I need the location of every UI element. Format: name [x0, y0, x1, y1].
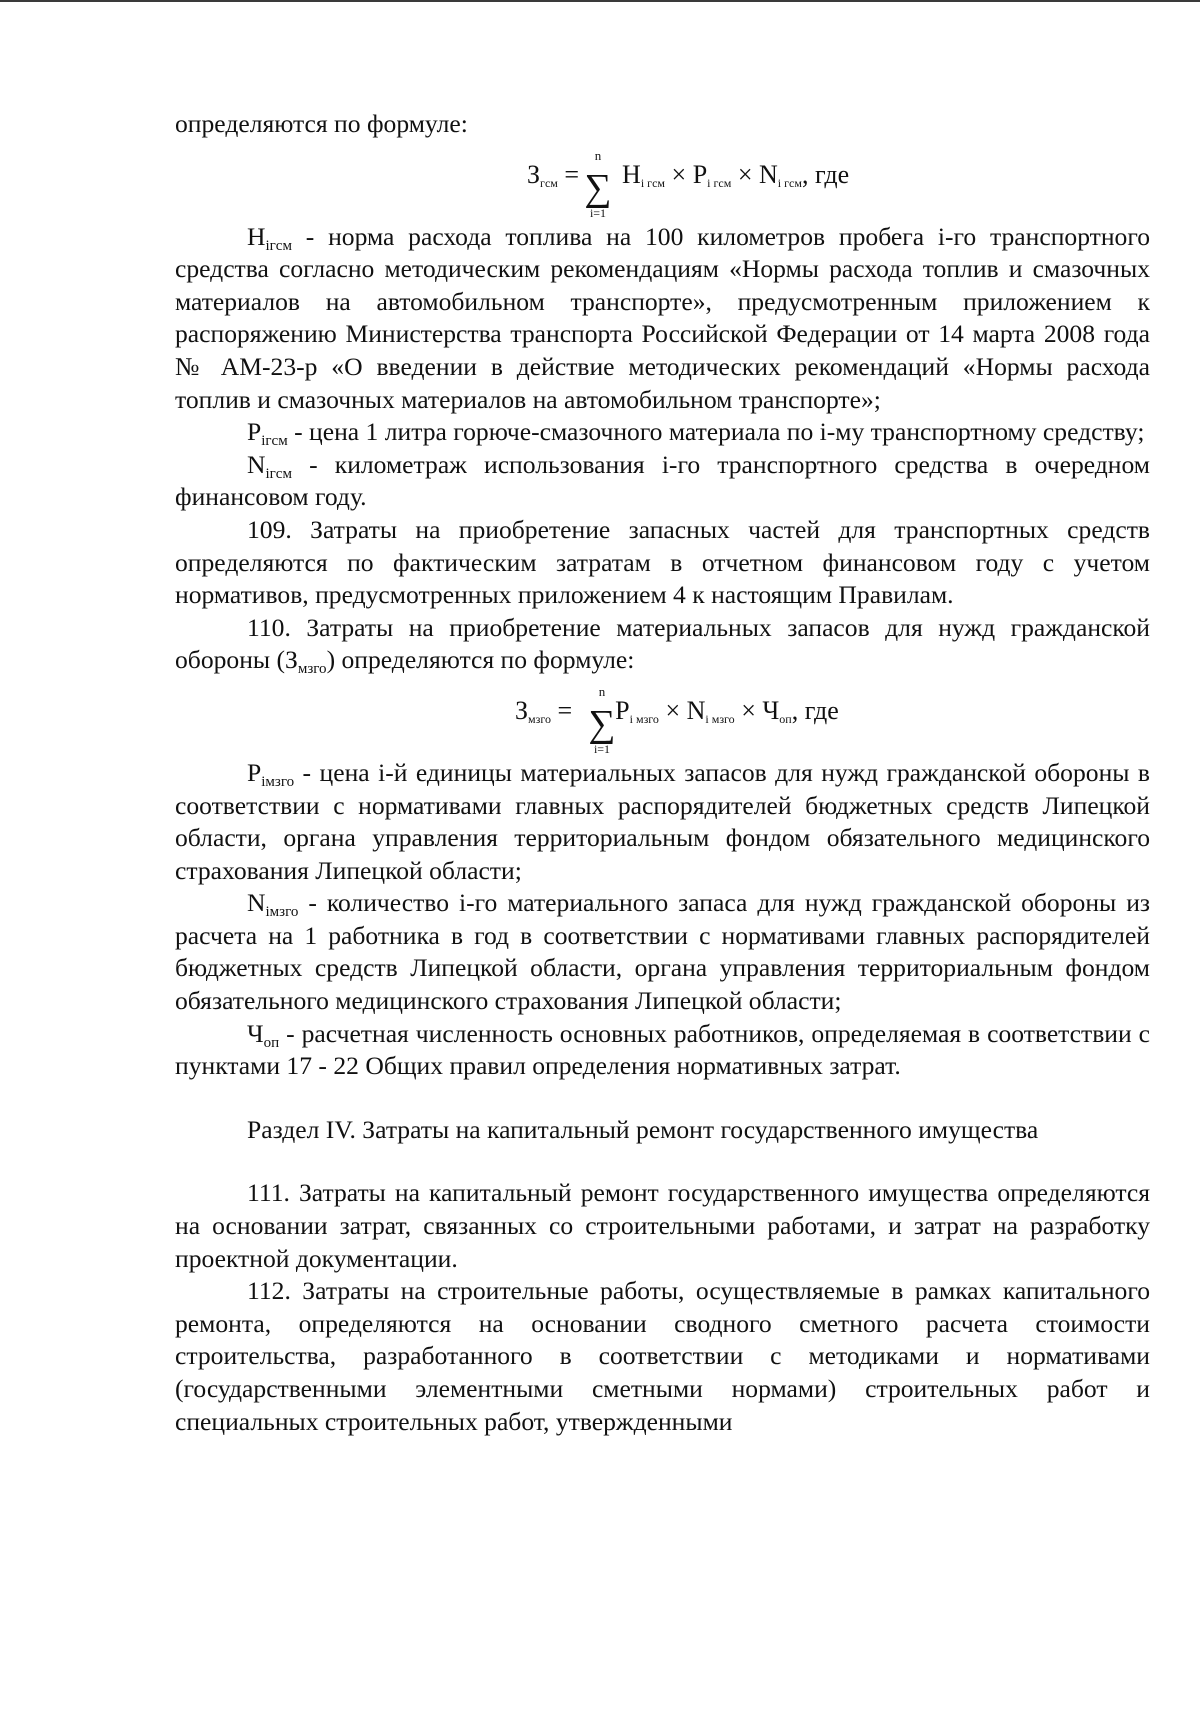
formula-2-expression: [515, 695, 839, 728]
formula-1-tail: , где: [801, 159, 850, 189]
formula-1-times-2: ×: [737, 159, 753, 189]
formula-1-sum-sign: n ∑ i=1: [584, 147, 612, 220]
paragraph-109: 109. Затраты на приобретение запасных частей для транспортных средств определяются по фактическим затратам в отчетном финансовом году с учетом нормативов, предусмотренных приложением 4 к настоящим Правилам.: [175, 514, 1150, 610]
paragraph-112: 112. Затраты на строительные работы, осуществляемые в рамках капитального ремонта, определяются на основании сводного сметного расчета стоимости строительства, разработанного в соответствии с методиками и нормативами (государственными элементными сметными нормами) строительных работ и специальных строительных работ, утвержденными: [175, 1276, 1150, 1436]
formula-1-term-3: N: [759, 159, 778, 189]
definition-p-mzgo: $P_{iмзго}$ - цена i-й единицы материальных запасов для нужд гражданской обороны в соответствии с нормативами главных распорядителей бюджетных средств Липецкой области, органа управления территориальным фондом обязательного медицинского страхования Липецкой области;: [175, 757, 1150, 885]
formula-1-sum-top: n: [594, 147, 602, 163]
formula-1-term-2-sub: i гсм: [707, 175, 732, 190]
definition-ch-op: $Ч_{оп}$ - расчетная численность основных работников, определяемая в соответствии с пунктами 17 - 22 Общих правил определения нормативных затрат.: [175, 1018, 1150, 1081]
formula-1-term-1-sub: i гсм: [640, 175, 666, 190]
scan-top-border: [0, 0, 1200, 2]
formula-1-lhs: З: [527, 159, 541, 189]
formula-1-term-2: P: [692, 159, 708, 189]
paragraph-111: 111. Затраты на капитальный ремонт государственного имущества определяются на основании затрат, связанных со строительными работами, и затрат на разработку проектной документации.: [175, 1178, 1150, 1273]
formula-2-eq: =: [557, 695, 573, 725]
definition-n: $N_{iгсм}$ - километраж использования i-го транспортного средства в очередном финансовом году.: [175, 449, 1150, 512]
formula-2-lhs-sub: мзго: [528, 711, 551, 726]
formula-1-term-3-sub: i гсм: [777, 175, 802, 190]
formula-2-times-1: ×: [665, 695, 681, 725]
formula-2-term-2: N: [686, 695, 706, 725]
formula-2-sum-sign: n ∑ i=1: [588, 683, 616, 756]
formula-1-lhs-sub: гсм: [540, 175, 558, 190]
formula-1-sum-bottom: i=1: [589, 205, 607, 220]
definition-n-mzgo: $N_{iмзго}$ - количество i-го материального запаса для нужд гражданской обороны из расчета на 1 работника в год в соответствии с нормативами главных распорядителей бюджетных средств Липецкой области, органа управления территориальным фондом обязательного медицинского страхования Липецкой области;: [175, 888, 1150, 1016]
definition-p: $P_{iгсм}$ - цена 1 литра горюче-смазочного материала по i-му транспортному средству;: [247, 417, 1145, 450]
definition-h: $H_{iгсм}$ - норма расхода топлива на 100 километров пробега i-го транспортного средства согласно методическим рекомендациям «Нормы расхода топлив и смазочных материалов на автомобильном транспорте», предусмотренным приложением к распоряжению Министерства транспорта Российской Федерации от 14 марта 2008 года № АМ-23-р «О введении в действие методических рекомендаций «Нормы расхода топлив и смазочных материалов на автомобильном транспорте»;: [175, 221, 1150, 414]
formula-2-sum-top: n: [598, 683, 606, 699]
formula-civil-defense: [175, 677, 1150, 757]
formula-2-sum-bottom: i=1: [593, 741, 611, 756]
formula-fuel-costs: [175, 141, 1150, 221]
formula-1-eq: =: [564, 159, 580, 189]
formula-2-tail: , где: [791, 695, 839, 725]
intro-line: определяются по формуле:: [175, 109, 468, 138]
section-heading: Раздел IV. Затраты на капитальный ремонт государственного имущества: [247, 1114, 1039, 1144]
formula-1-times-1: ×: [671, 159, 687, 189]
formula-2-term-3-sub: оп: [779, 711, 792, 726]
paragraph-110: 110. Затраты на приобретение материальных запасов для нужд гражданской обороны $(З_{мзго})$ определяются по формуле:: [175, 612, 1150, 678]
formula-2-term-3: Ч: [762, 695, 780, 725]
formula-2-term-1-sub: i мзго: [629, 711, 659, 726]
formula-1-term-1: H: [622, 159, 641, 189]
formula-2-term-1: P: [615, 695, 630, 725]
document-page: [175, 108, 1150, 1438]
formula-1-expression: [527, 159, 849, 192]
formula-2-term-2-sub: i мзго: [705, 711, 735, 726]
formula-2-lhs: З: [515, 695, 529, 725]
formula-2-times-2: ×: [741, 695, 756, 725]
